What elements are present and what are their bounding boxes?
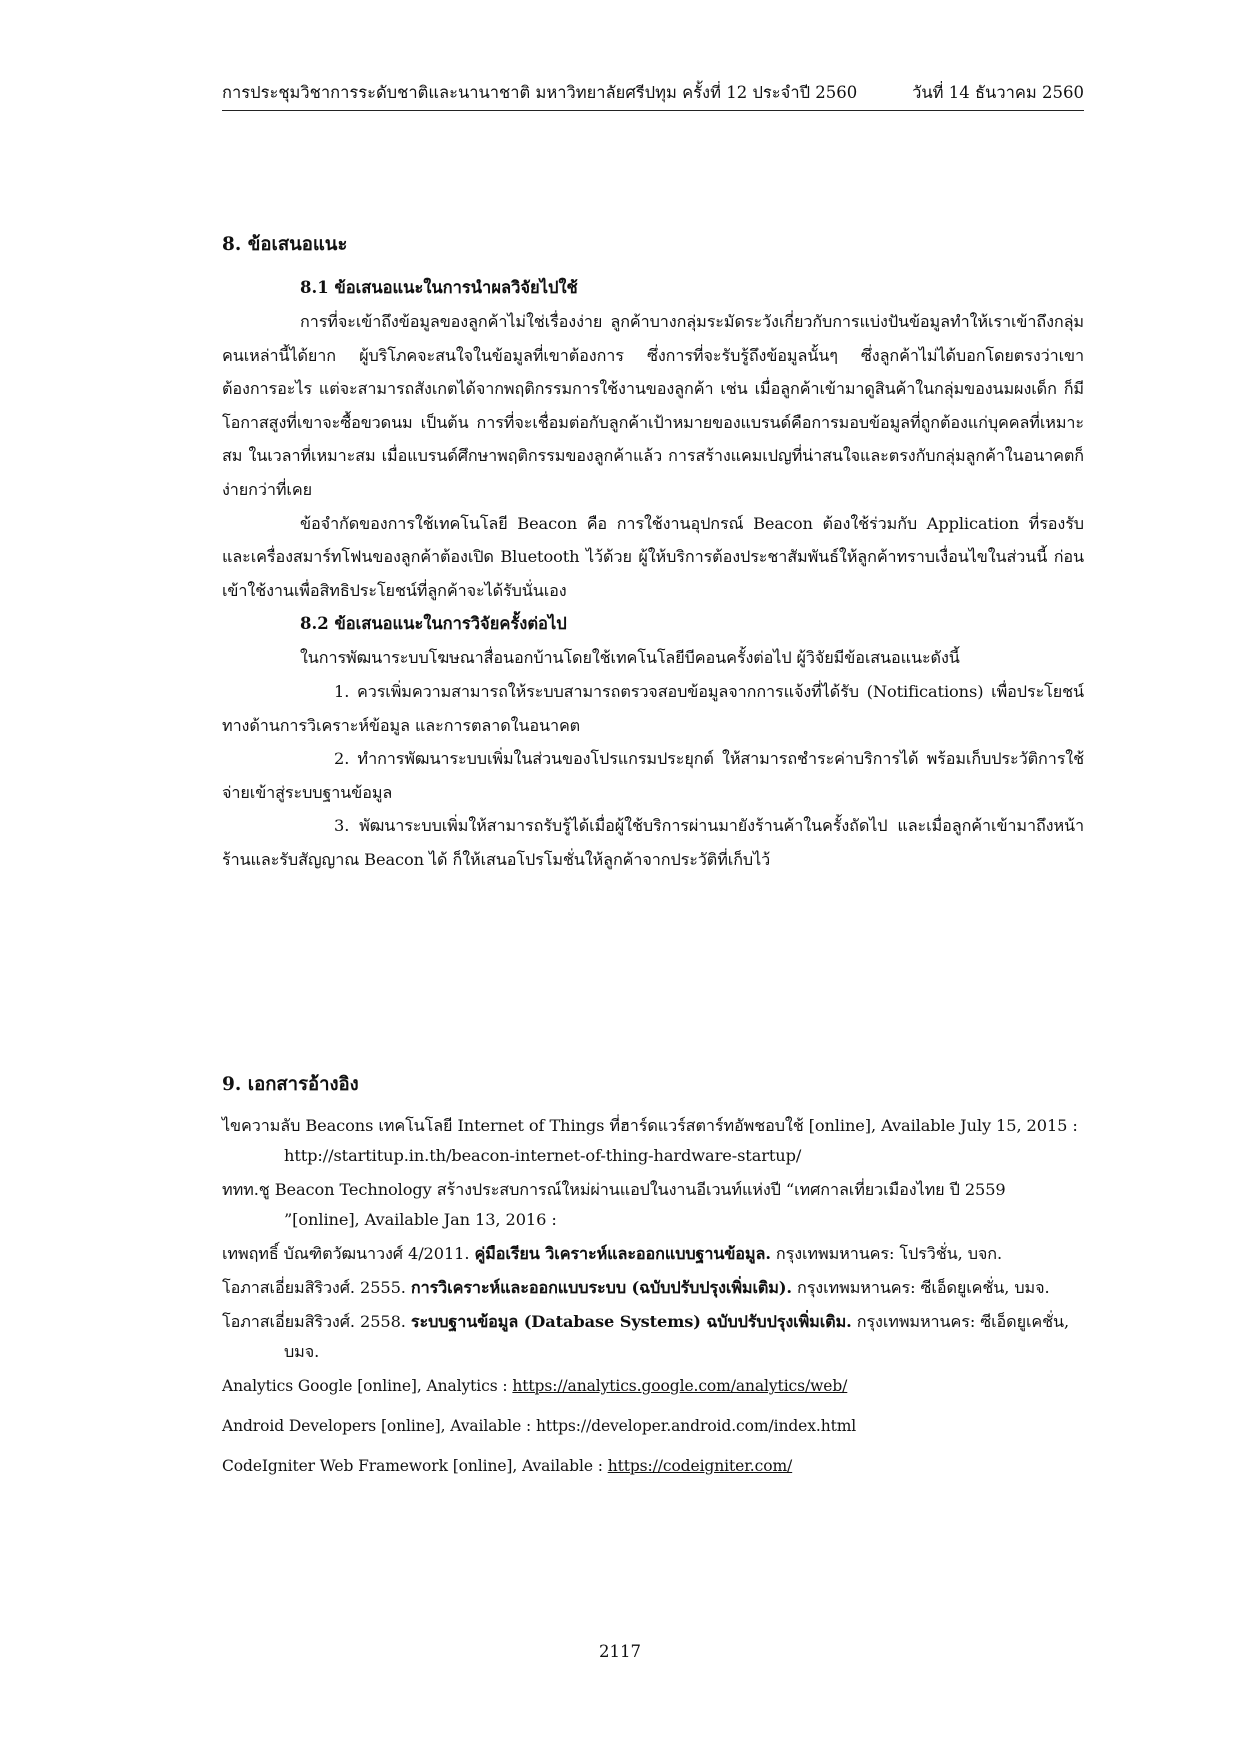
page-number: 2117 xyxy=(599,1642,641,1661)
reference-publisher: กรุงเทพมหานคร: โปรวิชั่น, บจก. xyxy=(770,1244,1003,1263)
web-reference-text: CodeIgniter Web Framework [online], Available : xyxy=(222,1457,608,1475)
reference-publisher: กรุงเทพมหานคร: ซีเอ็ดยูเคชั่น, บมจ. xyxy=(791,1278,1050,1297)
reference-title: ระบบฐานข้อมูล (Database Systems) ฉบับปรับปรุงเพิ่มเติม. xyxy=(410,1312,852,1331)
header-conference: การประชุมวิชาการระดับชาติและนานาชาติ มหาวิทยาลัยศรีปทุม ครั้งที่ 12 ประจำปี 2560 xyxy=(222,83,858,102)
web-reference-link[interactable]: https://codeigniter.com/ xyxy=(607,1457,793,1475)
running-header xyxy=(222,80,1084,111)
paragraph: การที่จะเข้าถึงข้อมูลของลูกค้าไม่ใช่เรื่องง่าย ลูกค้าบางกลุ่มระมัดระวังเกี่ยวกับการแบ่งปันข้อมูลทำให้เราเข้าถึงกลุ่มคนเหล่านี้ได้ยาก ผู้บริโภคจะสนใจในข้อมูลที่เขาต้องการ ซึ่งการที่จะรับรู้ถึงข้อมูลนั้นๆ ซึ่งลูกค้าไม่ได้บอกโดยตรงว่าเขาต้องการอะไร แต่จะสามารถสังเกตได้จากพฤติกรรมการใช้งานของลูกค้า เช่น เมื่อลูกค้าเข้ามาดูสินค้าในกลุ่มของนมผงเด็ก ก็มีโอกาสสูงที่เขาจะซื้อขวดนม เป็นต้น การที่จะเชื่อมต่อกับลูกค้าเป้าหมายของแบรนด์คือการมอบข้อมูลที่ถูกต้องแก่บุคคลที่เหมาะสม ในเวลาที่เหมาะสม เมื่อแบรนด์ศึกษาพฤติกรรมของลูกค้าแล้ว การสร้างแคมเปญที่น่าสนใจและตรงกับกลุ่มลูกค้าในอนาคตก็ง่ายกว่าที่เคย xyxy=(222,312,1084,499)
web-reference-text: Android Developers [online], Available : xyxy=(222,1417,536,1435)
reference-item xyxy=(222,1175,1084,1235)
section-9 xyxy=(222,1070,1084,1491)
header-date: วันที่ 14 ธันวาคม 2560 xyxy=(912,83,1084,102)
subsection-8-2-heading: 8.2 ข้อเสนอแนะในการวิจัยครั้งต่อไป xyxy=(300,614,567,634)
reference-text: ไขความลับ Beacons เทคโนโลยี Internet of Things ที่ฮาร์ดแวร์สตาร์ทอัพชอบใช้ [online], Available July 15, 2015 : http://startitup.in.th/beacon-internet-of-thing-hardware-startup/ xyxy=(222,1116,1078,1165)
list-item: 1. ควรเพิ่มความสามารถให้ระบบสามารถตรวจสอบข้อมูลจากการแจ้งที่ได้รับ (Notifications) เพื่อประโยชน์ทางด้านการวิเคราะห์ข้อมูล และการตลาดในอนาคต xyxy=(222,681,1084,735)
reference-title: คู่มือเรียน วิเคราะห์และออกแบบฐานข้อมูล. xyxy=(474,1244,771,1263)
reference-item xyxy=(222,1111,1084,1171)
web-reference-item xyxy=(222,1411,1084,1441)
reference-item xyxy=(222,1307,1084,1367)
reference-title: การวิเคราะห์และออกแบบระบบ (ฉบับปรับปรุงเพิ่มเติม). xyxy=(410,1278,792,1297)
paragraph: ข้อจำกัดของการใช้เทคโนโลยี Beacon คือ การใช้งานอุปกรณ์ Beacon ต้องใช้ร่วมกับ Application ที่รองรับ และเครื่องสมาร์ทโฟนของลูกค้าต้องเปิด Bluetooth ไว้ด้วย ผู้ให้บริการต้องประชาสัมพันธ์ให้ลูกค้าทราบเงื่อนไขในส่วนนี้ ก่อนเข้าใช้งานเพื่อสิทธิประโยชน์ที่ลูกค้าจะได้รับนั่นเอง xyxy=(222,513,1084,600)
subsection-8-1-heading: 8.1 ข้อเสนอแนะในการนำผลวิจัยไปใช้ xyxy=(300,278,578,297)
section-8-heading: 8. ข้อเสนอแนะ xyxy=(222,234,348,255)
reference-text: เทพฤทธิ์ บัณฑิตวัฒนาวงศ์ 4/2011. xyxy=(222,1244,475,1263)
section-9-heading: 9. เอกสารอ้างอิง xyxy=(222,1074,359,1095)
reference-item xyxy=(222,1239,1084,1269)
web-reference-link[interactable]: https://developer.android.com/index.html xyxy=(535,1417,857,1435)
web-reference-text: Analytics Google [online], Analytics : xyxy=(222,1377,513,1395)
list-item: 3. พัฒนาระบบเพิ่มให้สามารถรับรู้ได้เมื่อผู้ใช้บริการผ่านมายังร้านค้าในครั้งถัดไป และเมื่อลูกค้าเข้ามาถึงหน้าร้านและรับสัญญาณ Beacon ได้ ก็ให้เสนอโปรโมชั่นให้ลูกค้าจากประวัติที่เก็บไว้ xyxy=(222,816,1084,869)
paragraph: ในการพัฒนาระบบโฆษณาสื่อนอกบ้านโดยใช้เทคโนโลยีบีคอนครั้งต่อไป ผู้วิจัยมีข้อเสนอแนะดังนี้ xyxy=(300,648,960,668)
reference-publisher: กรุงเทพมหานคร: ซีเอ็ดยูเคชั่น, บมจ. xyxy=(284,1312,1070,1361)
web-reference-link[interactable]: https://analytics.google.com/analytics/web/ xyxy=(512,1377,848,1395)
reference-text: ททท.ชู Beacon Technology สร้างประสบการณ์ใหม่ผ่านแอปในงานอีเวนท์แห่งปี “เทศกาลเที่ยวเมืองไทย ปี 2559 ”[online], Available Jan 13, 2016 : xyxy=(222,1180,1006,1229)
reference-text: โอภาสเอี่ยมสิริวงศ์. 2555. xyxy=(222,1278,411,1297)
section-8 xyxy=(222,230,1084,877)
reference-text: โอภาสเอี่ยมสิริวงศ์. 2558. xyxy=(222,1312,411,1331)
reference-item xyxy=(222,1273,1084,1303)
web-reference-item xyxy=(222,1371,1084,1401)
list-item: 2. ทำการพัฒนาระบบเพิ่มในส่วนของโปรแกรมประยุกต์ ให้สามารถชำระค่าบริการได้ พร้อมเก็บประวัติการใช้จ่ายเข้าสู่ระบบฐานข้อมูล xyxy=(222,749,1084,802)
web-reference-item xyxy=(222,1451,1084,1481)
